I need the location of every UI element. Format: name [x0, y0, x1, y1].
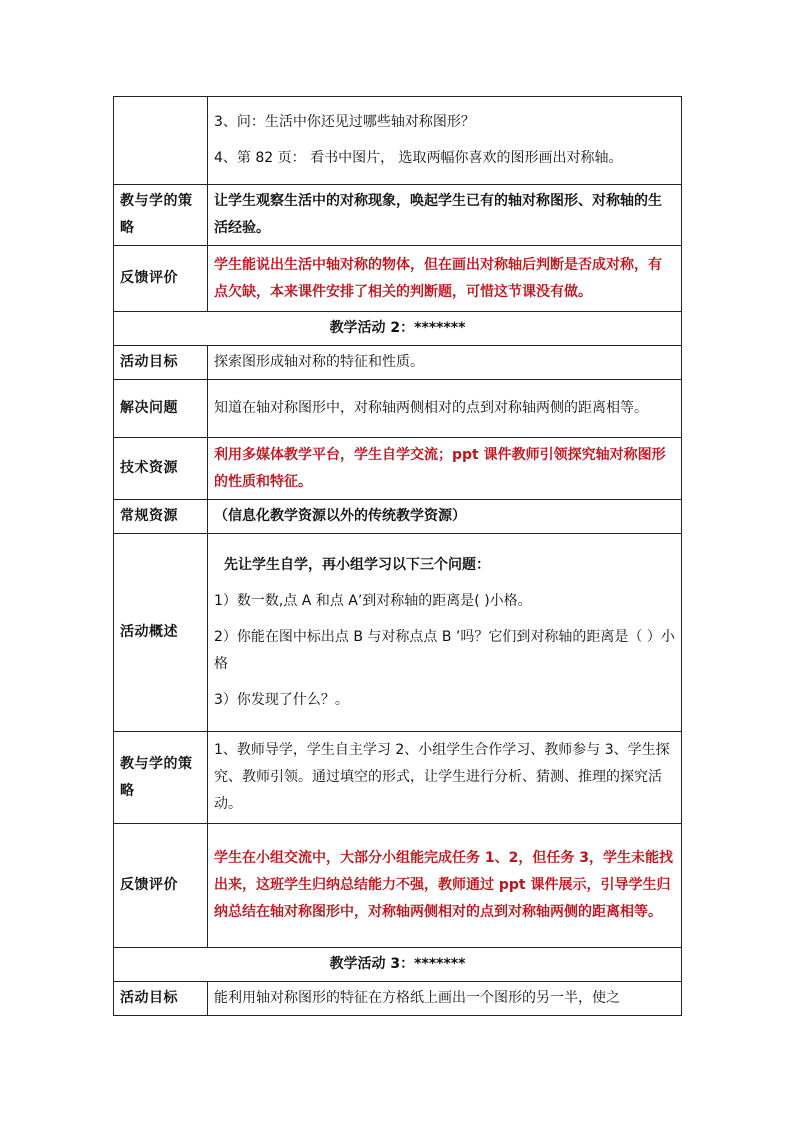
- section-title: 教学活动 3：*******: [114, 948, 682, 982]
- row-content: 1、教师导学，学生自主学习 2、小组学生合作学习、教师参与 3、学生探究、教师引领。通过填空的形式，让学生进行分析、猜测、推理的探究活动。: [208, 732, 682, 824]
- row-content: 学生在小组交流中，大部分小组能完成任务 1、2，但任务 3，学生未能找出来，这班学生归纳总结能力不强，教师通过 ppt 课件展示，引导学生归纳总结在轴对称图形中，对称轴两侧相对的点到对称轴两侧的距离相等。: [208, 824, 682, 948]
- table-row: [114, 438, 682, 500]
- section-title: 教学活动 2：*******: [114, 312, 682, 346]
- activity-intro: 先让学生自学，再小组学习以下三个问题：: [224, 556, 490, 573]
- question-line: 3、问：生活中你还见过哪些轴对称图形？: [214, 114, 475, 130]
- activity-question-2: 2）你能在图中标出点 B 与对称点点 B ’吗？它们到对称轴的距离是（ ）小格: [214, 628, 675, 672]
- lesson-plan-table: [113, 96, 682, 1016]
- table-row: [114, 185, 682, 246]
- row-label: 活动目标: [114, 982, 208, 1016]
- table-row: [114, 982, 682, 1016]
- table-row: [114, 948, 682, 982]
- row-label: 活动目标: [114, 346, 208, 380]
- content-cell: [208, 97, 682, 185]
- table-row: [114, 380, 682, 438]
- table-row: [114, 312, 682, 346]
- activity-question-1: 1）数一数,点 A 和点 A’到对称轴的距离是( )小格。: [214, 592, 532, 609]
- row-content: 探索图形成轴对称的特征和性质。: [208, 346, 682, 380]
- table-row: [114, 534, 682, 732]
- table-row: [114, 500, 682, 534]
- row-content: 利用多媒体教学平台，学生自学交流；ppt 课件教师引领探究轴对称图形的性质和特征。: [208, 438, 682, 500]
- row-label: 反馈评价: [114, 246, 208, 312]
- row-content: （信息化教学资源以外的传统教学资源）: [208, 500, 682, 534]
- row-label: 反馈评价: [114, 824, 208, 948]
- row-content: 能利用轴对称图形的特征在方格纸上画出一个图形的另一半，使之: [208, 982, 682, 1016]
- row-content: 学生能说出生活中轴对称的物体，但在画出对称轴后判断是否成对称，有点欠缺，本来课件安排了相关的判断题，可惜这节课没有做。: [208, 246, 682, 312]
- table-row: [114, 346, 682, 380]
- row-label: 技术资源: [114, 438, 208, 500]
- row-content: [208, 534, 682, 732]
- row-label: 教与学的策略: [114, 185, 208, 246]
- table-row: [114, 732, 682, 824]
- row-content: 让学生观察生活中的对称现象，唤起学生已有的轴对称图形、对称轴的生活经验。: [208, 185, 682, 246]
- activity-question-3: 3）你发现了什么？。: [214, 691, 349, 708]
- row-label: 解决问题: [114, 380, 208, 438]
- empty-label-cell: [114, 97, 208, 185]
- row-label: 教与学的策略: [114, 732, 208, 824]
- table-row: [114, 824, 682, 948]
- row-content: 知道在轴对称图形中，对称轴两侧相对的点到对称轴两侧的距离相等。: [208, 380, 682, 438]
- table-row: [114, 246, 682, 312]
- row-label: 活动概述: [114, 534, 208, 732]
- row-label: 常规资源: [114, 500, 208, 534]
- task-line: 4、第 82 页： 看书中图片， 选取两幅你喜欢的图形画出对称轴。: [214, 150, 623, 166]
- table-row: [114, 97, 682, 185]
